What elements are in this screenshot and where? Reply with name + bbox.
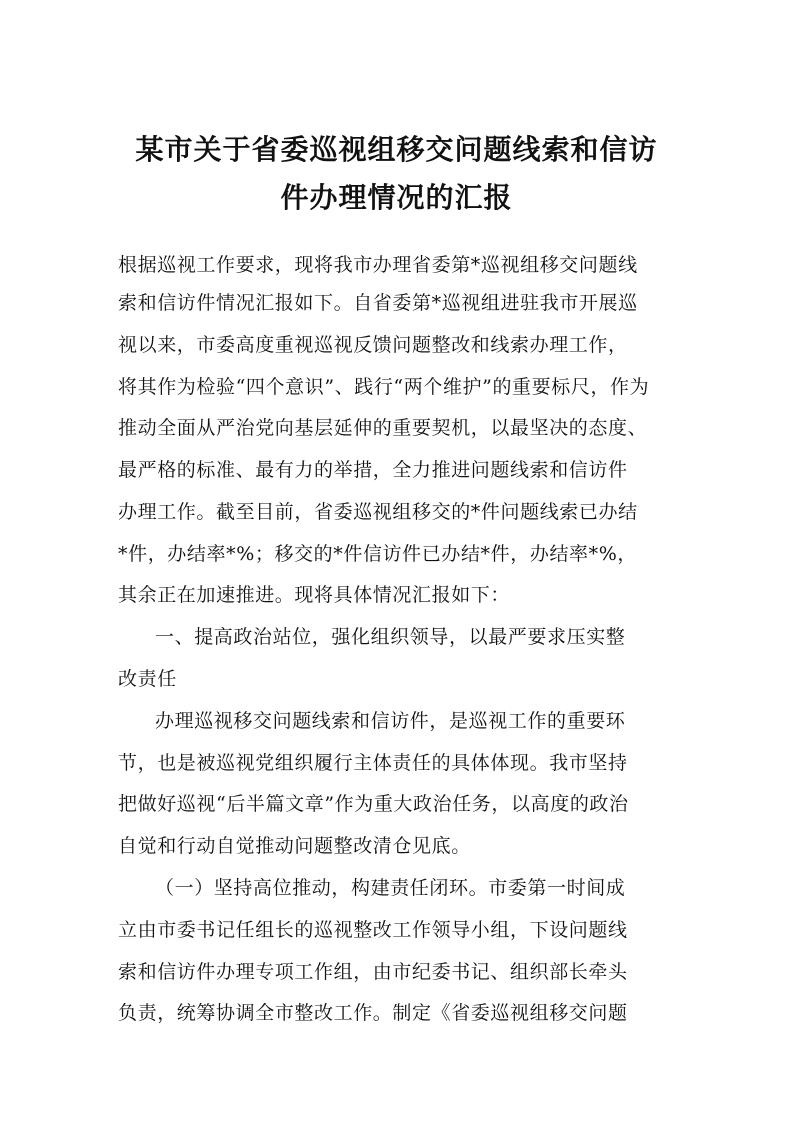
body-line: *件，办结率*%；移交的*件信访件已办结*件，办结率*%， [118,543,638,565]
body-line: 办理巡视移交问题线索和信访件，是巡视工作的重要环 [155,710,626,732]
body-line: 节，也是被巡视党组织履行主体责任的具体体现。我市坚持 [118,752,628,774]
body-line: 自觉和行动自觉推动问题整改清仓见底。 [118,835,471,857]
body-line: 视以来，市委高度重视巡视反馈问题整改和线索办理工作， [118,334,628,356]
body-line: 将其作为检验“四个意识”、践行“两个维护”的重要标尺，作为 [118,376,650,398]
body-line: 立由市委书记任组长的巡视整改工作领导小组，下设问题线 [118,919,628,941]
document-title-line-1: 某市关于省委巡视组移交问题线索和信访 [135,133,658,166]
body-line: 推动全面从严治党向基层延伸的重要契机，以最坚决的态度、 [118,417,648,439]
body-line: 索和信访件办理专项工作组，由市纪委书记、组织部长牵头 [118,961,628,983]
body-line: 索和信访件情况汇报如下。自省委第*巡视组进驻我市开展巡 [118,292,638,314]
document-title-line-2: 件办理情况的汇报 [280,181,513,214]
body-line: 负责，统筹协调全市整改工作。制定《省委巡视组移交问题 [118,1002,628,1024]
body-line: 最严格的标准、最有力的举措，全力推进问题线索和信访件 [118,459,628,481]
section-heading-line: 改责任 [118,668,177,690]
body-line: 根据巡视工作要求，现将我市办理省委第*巡视组移交问题线 [118,254,638,276]
body-line: 办理工作。截至目前，省委巡视组移交的*件问题线索已办结 [118,501,638,523]
body-line: 把做好巡视“后半篇文章”作为重大政治任务，以高度的政治 [118,793,629,815]
section-heading-line: 一、提高政治站位，强化组织领导，以最严要求压实整 [155,626,626,648]
subsection-line: （一）坚持高位推动，构建责任闭环。市委第一时间成 [155,877,626,899]
body-line: 其余正在加速推进。现将具体情况汇报如下： [118,584,511,606]
